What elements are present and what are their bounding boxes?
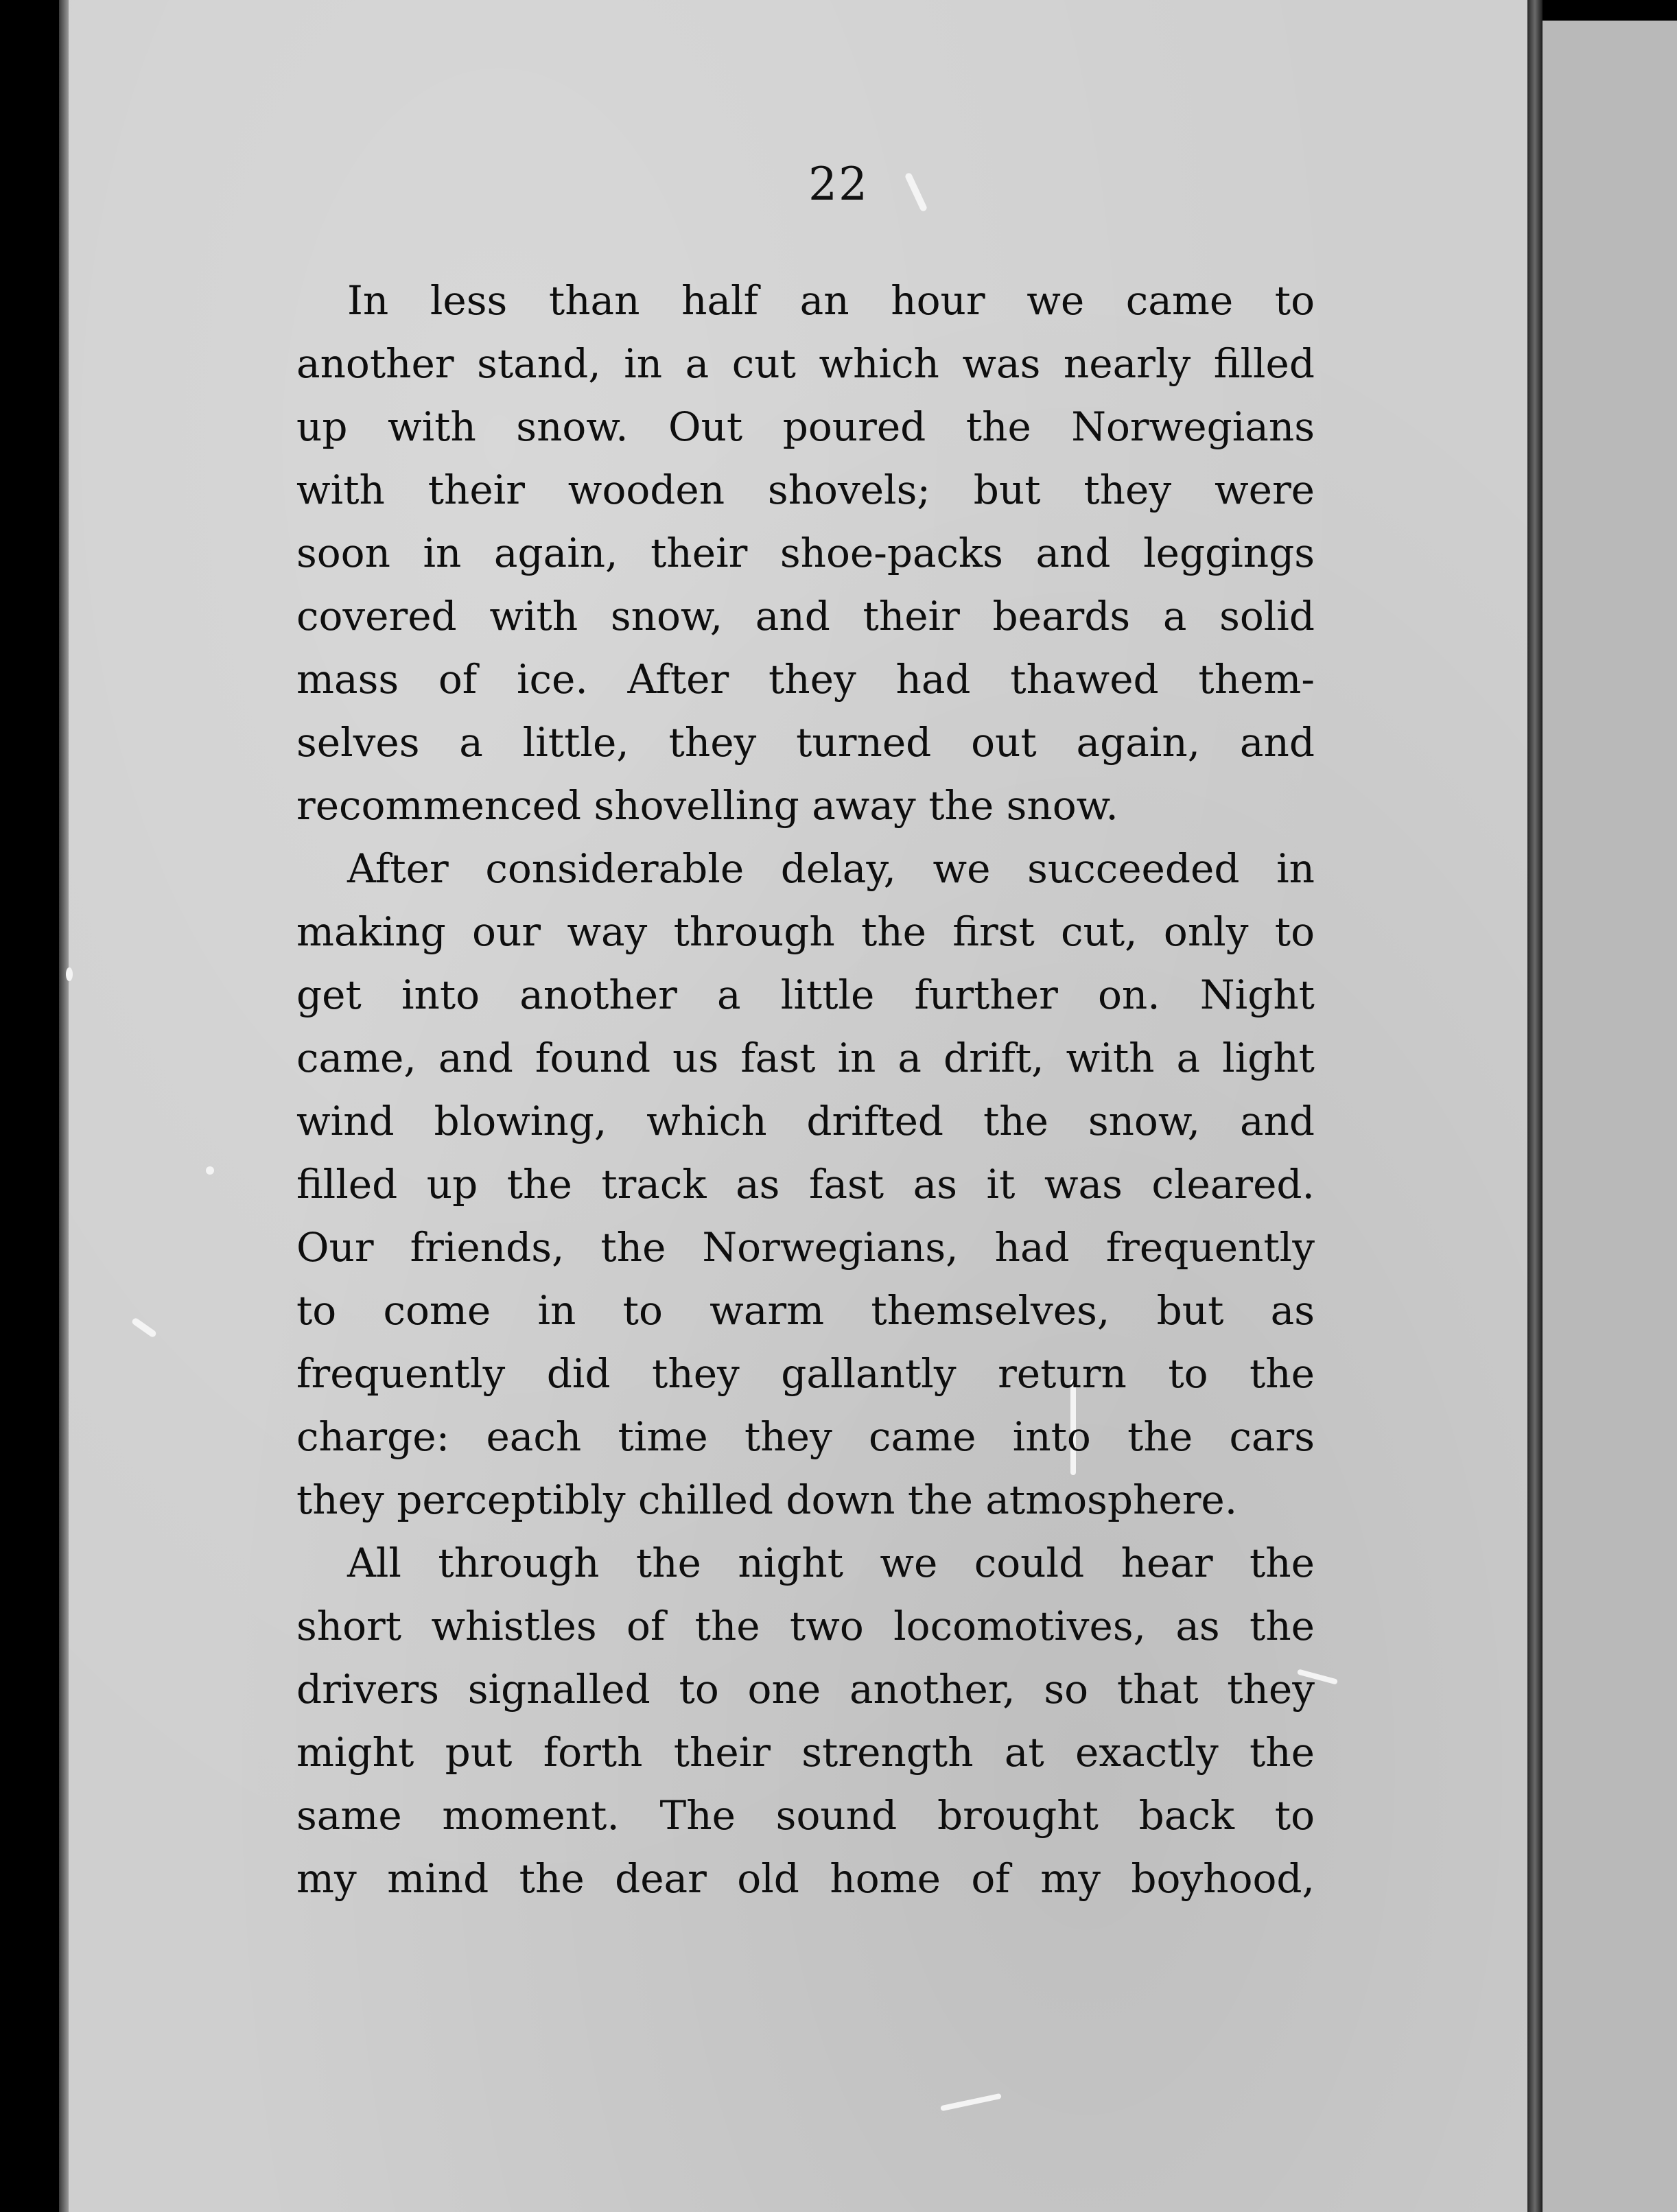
text-line: same moment. The sound brought back to — [296, 1792, 1315, 1839]
text-line: with their wooden shovels; but they were — [296, 467, 1315, 513]
text-line: Our friends, the Norwegians, had frequently — [296, 1224, 1315, 1271]
text-line: mass of ice. After they had thawed them- — [296, 656, 1315, 703]
page-number: 22 — [808, 158, 869, 211]
text-line: my mind the dear old home of my boyhood, — [296, 1855, 1315, 1902]
text-line: get into another a little further on. Night — [296, 972, 1315, 1018]
scan-artifact — [206, 1166, 214, 1175]
text-line: up with snow. Out poured the Norwegians — [296, 403, 1315, 450]
text-line: another stand, in a cut which was nearly filled — [296, 340, 1315, 387]
text-line: they perceptibly chilled down the atmosphere. — [296, 1476, 1238, 1523]
paragraph-1 — [296, 269, 1315, 837]
text-line: frequently did they gallantly return to the — [296, 1350, 1315, 1397]
text-line: to come in to warm themselves, but as — [296, 1287, 1315, 1334]
text-line: charge: each time they came into the cars — [296, 1413, 1315, 1460]
text-line: All through the night we could hear the — [347, 1540, 1315, 1586]
text-line: filled up the track as fast as it was cleared. — [296, 1161, 1315, 1208]
text-line: soon in again, their shoe-packs and leggings — [296, 530, 1315, 576]
text-line: wind blowing, which drifted the snow, and — [296, 1098, 1315, 1144]
text-line: recommenced shovelling away the snow. — [296, 782, 1118, 829]
scan-artifact — [66, 967, 73, 981]
adjacent-page-edge — [1543, 21, 1677, 2212]
page-left-edge-shadow — [59, 0, 69, 2212]
text-line: making our way through the first cut, only to — [296, 908, 1315, 955]
text-line: came, and found us fast in a drift, with a light — [296, 1035, 1315, 1081]
book-gutter — [1527, 0, 1543, 2212]
body-text — [296, 269, 1315, 1910]
text-line: selves a little, they turned out again, and — [296, 719, 1315, 766]
text-line: might put forth their strength at exactly the — [296, 1729, 1315, 1776]
paragraph-2 — [296, 837, 1315, 1531]
text-line: covered with snow, and their beards a solid — [296, 593, 1315, 639]
paragraph-3 — [296, 1531, 1315, 1910]
text-line: In less than half an hour we came to — [347, 277, 1315, 324]
text-line: drivers signalled to one another, so that they — [296, 1666, 1315, 1713]
text-line: After considerable delay, we succeeded in — [347, 845, 1315, 892]
text-line: short whistles of the two locomotives, as the — [296, 1603, 1315, 1649]
